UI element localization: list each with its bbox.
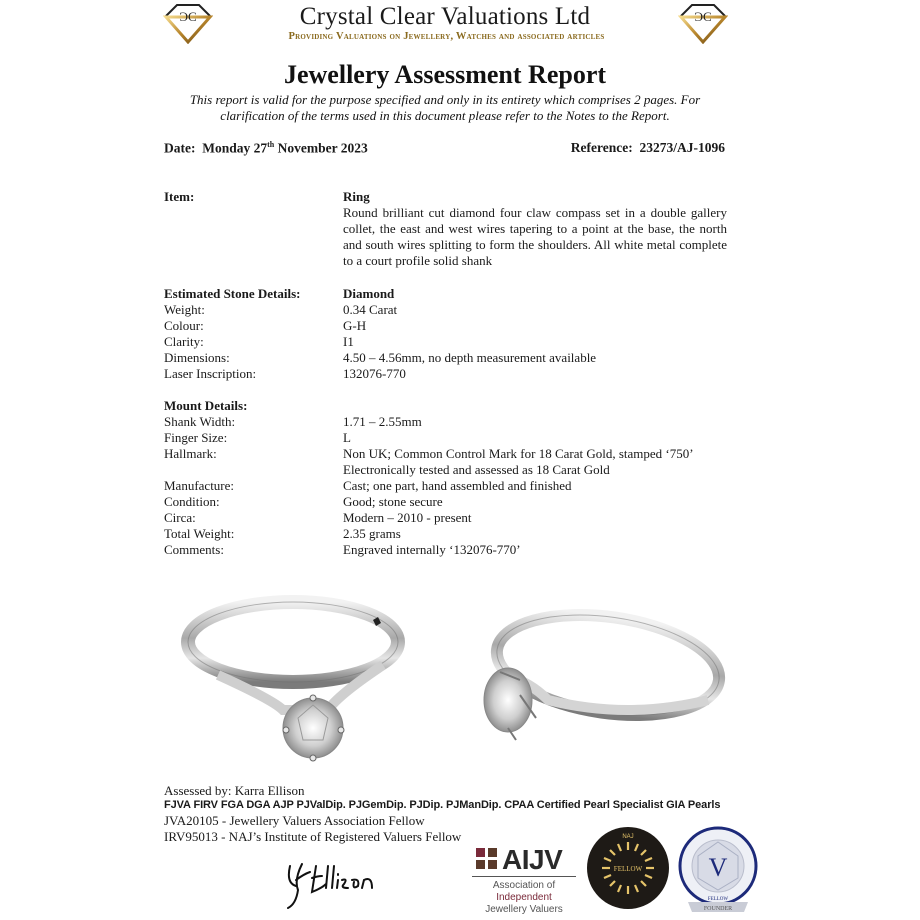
naj-fellow-badge [586, 826, 670, 910]
mount-manufacture-label: Manufacture: [164, 478, 235, 493]
stone-colour-label: Colour: [164, 318, 204, 333]
stone-dimensions-value: 4.50 – 4.56mm, no depth measurement available [343, 350, 597, 365]
mount-finger-value: L [343, 430, 351, 445]
jva-center-mark: V [708, 853, 728, 882]
mount-comments-value: Engraved internally ‘132076-770’ [343, 542, 521, 557]
aijv-squares-icon [476, 848, 498, 870]
naj-top-text: NAJ [622, 834, 634, 840]
stone-weight-value: 0.34 Carat [343, 302, 398, 317]
aijv-name [470, 880, 578, 916]
date-suffix: th [267, 140, 275, 149]
report-reference [571, 140, 725, 156]
stone-laser-value: 132076-770 [343, 366, 406, 381]
jva-fellow-text: FELLOW [707, 897, 729, 902]
mount-circa-value: Modern – 2010 - present [343, 510, 472, 525]
mount-shank-value: 1.71 – 2.55mm [343, 414, 422, 429]
assessed-by: Assessed by: Karra Ellison [164, 783, 305, 798]
stone-heading: Estimated Stone Details: [164, 286, 301, 301]
stone-laser-label: Laser Inscription: [164, 366, 257, 381]
item-label: Item: [164, 189, 195, 204]
report-date [164, 140, 368, 157]
ring-photo-side [458, 600, 728, 765]
mount-condition-value: Good; stone secure [343, 494, 443, 509]
stone-clarity-value: I1 [343, 334, 354, 349]
mount-heading: Mount Details: [164, 398, 248, 413]
stone-weight-label: Weight: [164, 302, 205, 317]
report-validity-note: This report is valid for the purpose specified and only in its entirety which comprises 2 pages. For clarification of the terms used in this document please refer to the Notes to the Report. [189, 92, 701, 123]
mount-weight-value: 2.35 grams [343, 526, 401, 541]
company-name: Crystal Clear Valuations Ltd [299, 3, 591, 30]
date-rest: November 2023 [277, 140, 368, 156]
aijv-badge [470, 840, 578, 920]
item-type: Ring [343, 189, 370, 204]
reference-label: Reference: [570, 140, 633, 155]
aijv-line2: Independent [496, 892, 552, 903]
date-day: Monday 27 [202, 140, 268, 156]
mount-hallmark-label: Hallmark: [164, 446, 217, 461]
mount-finger-label: Finger Size: [164, 430, 228, 445]
mount-condition-label: Condition: [164, 494, 220, 509]
aijv-line1: Association of [492, 880, 556, 891]
stone-colour-value: G-H [343, 318, 367, 333]
stone-clarity-label: Clarity: [164, 334, 204, 349]
report-title: Jewellery Assessment Report [283, 60, 607, 89]
mount-circa-label: Circa: [164, 510, 196, 525]
svg-text:ƆC: ƆC [179, 9, 197, 24]
jva-ribbon-text: FOUNDER [703, 906, 733, 912]
mount-hallmark-value: Non UK; Common Control Mark for 18 Carat Gold, stamped ‘750’ [343, 446, 694, 461]
jva-founder-badge [676, 826, 760, 916]
mount-weight-label: Total Weight: [164, 526, 235, 541]
stone-dimensions-label: Dimensions: [164, 350, 230, 365]
item-description: Round brilliant cut diamond four claw compass set in a double gallery collet, the east and west wires tapering to a point at the base, the north and south wires splitting to form the shoulders. All white metal complete to a court profile solid shank [343, 205, 727, 268]
assessor-signature [282, 858, 382, 913]
stone-type: Diamond [343, 286, 395, 301]
company-tagline: Providing Valuations on Jewellery, Watches and associated articles [288, 31, 605, 42]
assessor-membership-jva: JVA20105 - Jewellery Valuers Association Fellow [164, 813, 425, 828]
mount-manufacture-value: Cast; one part, hand assembled and finished [343, 478, 572, 493]
naj-center-text: FELLOW [613, 865, 643, 873]
date-label: Date: [164, 140, 196, 156]
svg-text:ƆC: ƆC [694, 9, 712, 24]
assessor-membership-irv: IRV95013 - NAJ’s Institute of Registered Valuers Fellow [164, 829, 462, 844]
reference-value: 23273/AJ-1096 [639, 140, 725, 155]
mount-hallmark-test-value: Electronically tested and assessed as 18 Carat Gold [343, 462, 610, 477]
aijv-mark: AIJV [502, 844, 563, 875]
assessor-qualifications: FJVA FIRV FGA DGA AJP PJValDip. PJGemDip. PJDip. PJManDip. CPAA Certified Pearl Specialist GIA Pearls [164, 799, 721, 811]
mount-shank-label: Shank Width: [164, 414, 236, 429]
aijv-line3: Jewellery Valuers [485, 904, 563, 915]
mount-comments-label: Comments: [164, 542, 224, 557]
aijv-divider [472, 876, 576, 877]
ring-photo-front [178, 590, 418, 775]
